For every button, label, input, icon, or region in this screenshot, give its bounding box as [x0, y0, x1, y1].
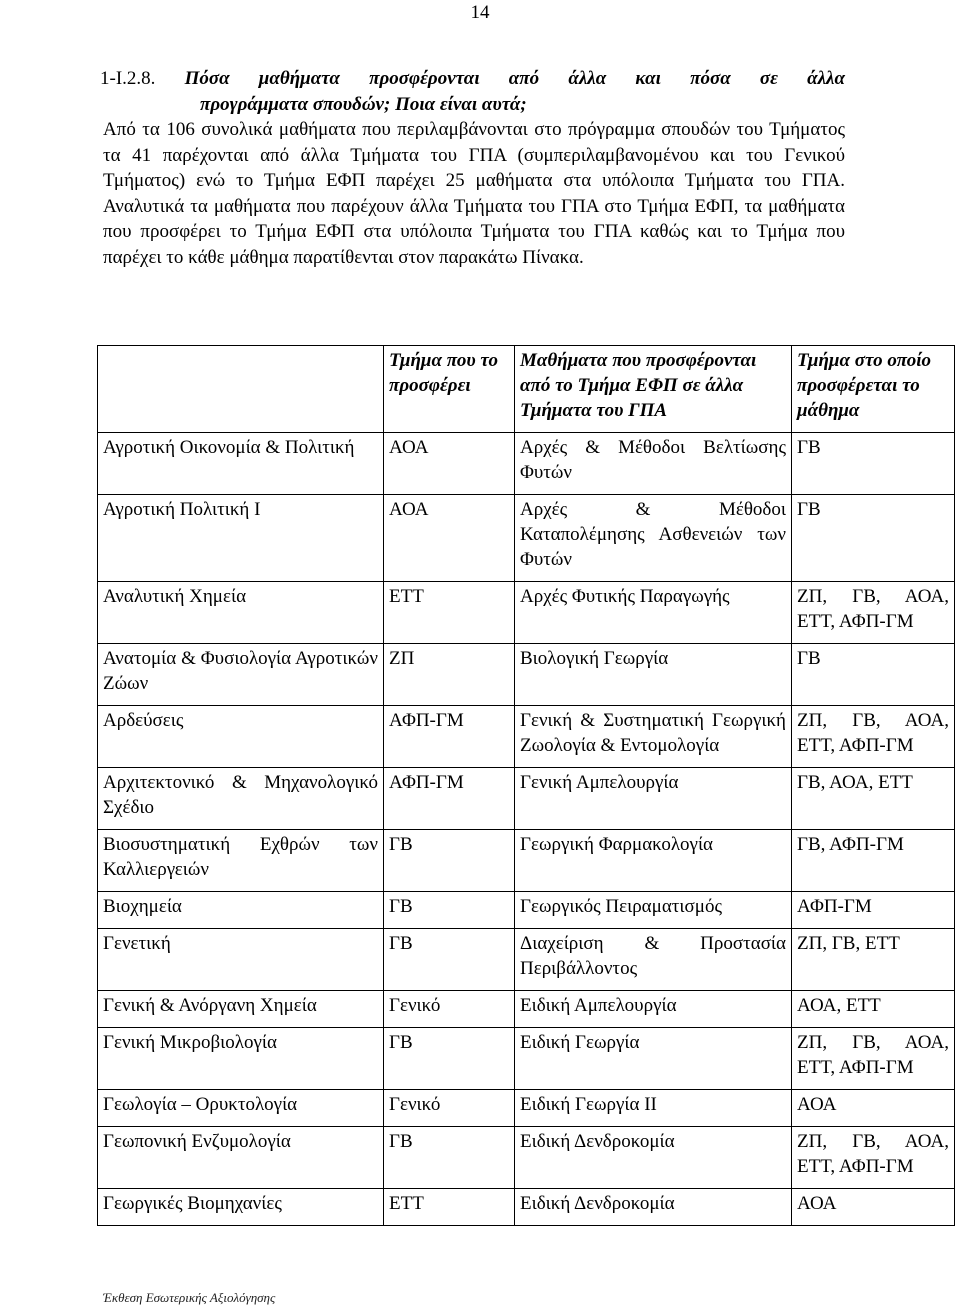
cell-offering-dept: Γενικό [384, 991, 515, 1028]
cell-course: Ανατομία & Φυσιολογία Αγροτικών Ζώων [98, 644, 384, 706]
cell-target-dept: ΓΒ [792, 495, 955, 582]
cell-offering-dept: ΑΦΠ-ΓΜ [384, 768, 515, 830]
cell-course: Αγροτική Πολιτική Ι [98, 495, 384, 582]
cell-efp-course: Ειδική Γεωργία ΙΙ [515, 1090, 792, 1127]
cell-efp-course: Γενική Αμπελουργία [515, 768, 792, 830]
table-row [98, 1189, 955, 1226]
table-row [98, 892, 955, 929]
cell-target-dept: ΓΒ [792, 433, 955, 495]
section-title-line2: προγράμματα σπουδών; Ποια είναι αυτά; [200, 93, 527, 115]
cell-target-dept: ΖΠ, ΓΒ, ΑΟΑ, ΕΤΤ, ΑΦΠ-ΓΜ [792, 1127, 955, 1189]
cell-target-dept: ΑΦΠ-ΓΜ [792, 892, 955, 929]
cell-target-dept: ΑΟΑ [792, 1189, 955, 1226]
table-row [98, 1028, 955, 1090]
header-target-dept: Τμήμα στο οποίο προσφέρεται το μάθημα [792, 346, 955, 433]
header-offering-dept: Τμήμα που το προσφέρει [384, 346, 515, 433]
table-row [98, 1127, 955, 1189]
cell-efp-course: Ειδική Γεωργία [515, 1028, 792, 1090]
cell-course: Αγροτική Οικονομία & Πολιτική [98, 433, 384, 495]
page-number: 14 [470, 2, 490, 23]
cell-offering-dept: ΑΟΑ [384, 433, 515, 495]
cell-course: Βιοχημεία [98, 892, 384, 929]
cell-course: Γενετική [98, 929, 384, 991]
section-paragraph: Από τα 106 συνολικά μαθήματα που περιλαμβάνονται στο πρόγραμμα σπουδών του Τμήματος τα 41 παρέχονται από άλλα Τμήματα του ΓΠΑ (συμπεριλαμβανομένου και του Γενικού Τμήματος) ενώ το Τμήμα ΕΦΠ παρέχει 25 μαθήματα στα υπόλοιπα Τμήματα του ΓΠΑ. Αναλυτικά τα μαθήματα που παρέχουν άλλα Τμήματα του ΓΠΑ στο Τμήμα ΕΦΠ, τα μαθήματα που προσφέρει το Τμήμα ΕΦΠ στα υπόλοιπα Τμήματα του ΓΠΑ καθώς και το Τμήμα που παρέχει το κάθε μάθημα παρατίθενται στον παρακάτω Πίνακα. [103, 119, 845, 268]
cell-target-dept: ΓΒ, ΑΦΠ-ΓΜ [792, 830, 955, 892]
section-1-i-2-8 [100, 66, 846, 270]
cell-offering-dept: ΓΒ [384, 1127, 515, 1189]
cell-efp-course: Γεωργική Φαρμακολογία [515, 830, 792, 892]
section-title-line1: Πόσα μαθήματα προσφέρονται από άλλα και πόσα σε άλλα [184, 68, 846, 89]
courses-table [97, 345, 955, 1226]
footer-text: Έκθεση Εσωτερικής Αξιολόγησης [103, 1290, 276, 1305]
cell-efp-course: Ειδική Δενδροκομία [515, 1189, 792, 1226]
cell-efp-course: Βιολογική Γεωργία [515, 644, 792, 706]
table-row [98, 929, 955, 991]
cell-target-dept: ΓΒ [792, 644, 955, 706]
cell-course: Γεωλογία – Ορυκτολογία [98, 1090, 384, 1127]
cell-target-dept: ΖΠ, ΓΒ, ΑΟΑ, ΕΤΤ, ΑΦΠ-ΓΜ [792, 582, 955, 644]
cell-efp-course: Ειδική Δενδροκομία [515, 1127, 792, 1189]
cell-offering-dept: ΑΦΠ-ΓΜ [384, 706, 515, 768]
cell-course: Γενική Μικροβιολογία [98, 1028, 384, 1090]
cell-course: Αναλυτική Χημεία [98, 582, 384, 644]
table-row [98, 768, 955, 830]
cell-target-dept: ΑΟΑ, ΕΤΤ [792, 991, 955, 1028]
cell-offering-dept: ΓΒ [384, 892, 515, 929]
cell-efp-course: Αρχές & Μέθοδοι Βελτίωσης Φυτών [515, 433, 792, 495]
cell-efp-course: Γεωργικός Πειραματισμός [515, 892, 792, 929]
cell-course: Βιοσυστηματική Εχθρών των Καλλιεργειών [98, 830, 384, 892]
cell-course: Αρδεύσεις [98, 706, 384, 768]
cell-target-dept: ΓΒ, ΑΟΑ, ΕΤΤ [792, 768, 955, 830]
cell-course: Γενική & Ανόργανη Χημεία [98, 991, 384, 1028]
table-header-row [98, 346, 955, 433]
cell-offering-dept: ΖΠ [384, 644, 515, 706]
cell-target-dept: ΖΠ, ΓΒ, ΑΟΑ, ΕΤΤ, ΑΦΠ-ΓΜ [792, 1028, 955, 1090]
table-row [98, 644, 955, 706]
cell-offering-dept: ΕΤΤ [384, 1189, 515, 1226]
cell-efp-course: Διαχείριση & Προστασία Περιβάλλοντος [515, 929, 792, 991]
cell-efp-course: Γενική & Συστηματική Γεωργική Ζωολογία & Εντομολογία [515, 706, 792, 768]
cell-course: Αρχιτεκτονικό & Μηχανολογικό Σχέδιο [98, 768, 384, 830]
cell-offering-dept: Γενικό [384, 1090, 515, 1127]
header-efp-courses: Μαθήματα που προσφέρονται από το Τμήμα ΕΦΠ σε άλλα Τμήματα του ΓΠΑ [515, 346, 792, 433]
cell-course: Γεωργικές Βιομηχανίες [98, 1189, 384, 1226]
table-row [98, 495, 955, 582]
courses-table-body [98, 346, 955, 1226]
table-row [98, 706, 955, 768]
cell-offering-dept: ΑΟΑ [384, 495, 515, 582]
table-row [98, 830, 955, 892]
table-row [98, 991, 955, 1028]
cell-offering-dept: ΓΒ [384, 929, 515, 991]
cell-offering-dept: ΕΤΤ [384, 582, 515, 644]
cell-course: Γεωπονική Ενζυμολογία [98, 1127, 384, 1189]
table-row [98, 433, 955, 495]
cell-offering-dept: ΓΒ [384, 830, 515, 892]
table-row [98, 1090, 955, 1127]
section-heading [100, 66, 846, 92]
section-number: 1-Ι.2.8. [100, 68, 156, 89]
cell-efp-course: Ειδική Αμπελουργία [515, 991, 792, 1028]
cell-efp-course: Αρχές & Μέθοδοι Καταπολέμησης Ασθενειών των Φυτών [515, 495, 792, 582]
cell-target-dept: ΑΟΑ [792, 1090, 955, 1127]
cell-efp-course: Αρχές Φυτικής Παραγωγής [515, 582, 792, 644]
table-row [98, 582, 955, 644]
cell-offering-dept: ΓΒ [384, 1028, 515, 1090]
header-course [98, 346, 384, 433]
cell-target-dept: ΖΠ, ΓΒ, ΕΤΤ [792, 929, 955, 991]
cell-target-dept: ΖΠ, ΓΒ, ΑΟΑ, ΕΤΤ, ΑΦΠ-ΓΜ [792, 706, 955, 768]
